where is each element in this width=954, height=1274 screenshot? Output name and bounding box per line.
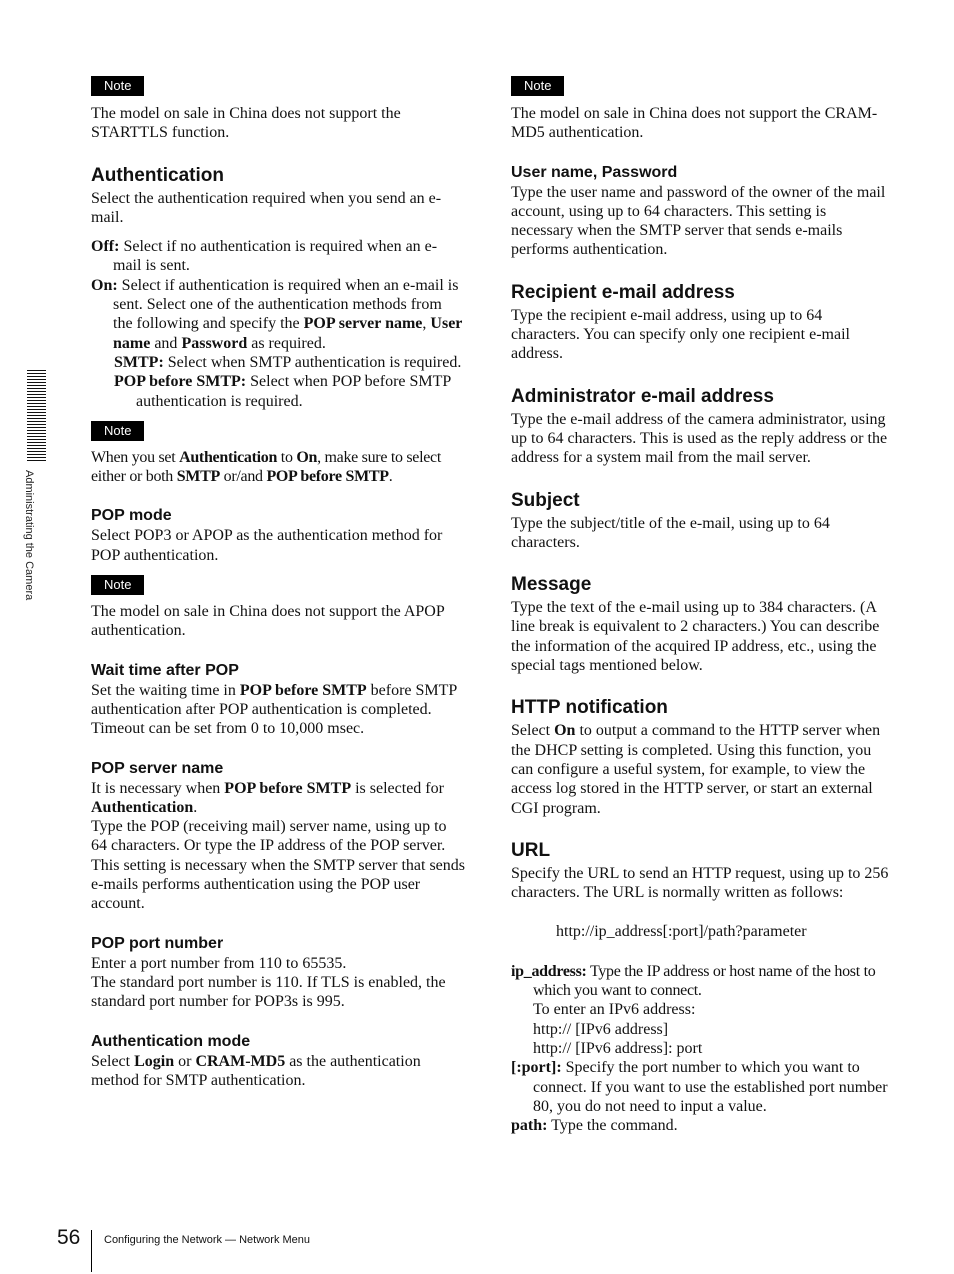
heading-authentication-mode: Authentication mode: [91, 1032, 251, 1050]
paragraph: Type the POP (receiving mail) server name, using up to 64 characters. Or type the IP address of the POP server. This setting is necessary when the SMTP server that sends e-mails performs authentication using the POP user account.: [91, 818, 466, 913]
footer-title: Configuring the Network — Network Menu: [104, 1234, 311, 1246]
definition-off: Off: Select if no authentication is required when an e-mail is sent.: [91, 238, 438, 275]
heading-subject: Subject: [511, 489, 580, 511]
definition-port: [:port]: Specify the port number to which you want to connect. If you want to use the established port number 80, you do not need to input a value.: [511, 1059, 888, 1115]
heading-authentication: Authentication: [91, 164, 224, 186]
paragraph: Type the text of the e-mail using up to 384 characters. (A line break is equivalent to 2 characters.) You can describe the information of the acquired IP address, etc., using the special tags mentioned below.: [511, 599, 880, 675]
url-example: http://ip_address[:port]/path?parameter: [556, 923, 807, 941]
right-column: [511, 76, 889, 1135]
paragraph: Type the user name and password of the owner of the mail account, using up to 64 characters. This setting is necessary when the SMTP server that sends e-mails performs authentication.: [511, 183, 886, 259]
note-text: The model on sale in China does not support the APOP authentication.: [91, 603, 445, 640]
paragraph: Enter a port number from 110 to 65535.: [91, 954, 347, 972]
paragraph: Set the waiting time in POP before SMTP before SMTP authentication after POP authentication is completed. Timeout can be set from 0 to 10,000 msec.: [91, 681, 457, 738]
note-badge: Note: [91, 575, 144, 595]
left-column: [91, 76, 465, 1090]
paragraph: The standard port number is 110. If TLS is enabled, the standard port number for POP3s is 995.: [91, 973, 446, 1011]
heading-url: URL: [511, 839, 551, 861]
heading-pop-mode: POP mode: [91, 507, 172, 525]
heading-wait-time: Wait time after POP: [91, 661, 239, 679]
note-badge: Note: [511, 76, 564, 96]
heading-pop-server-name: POP server name: [91, 759, 224, 777]
heading-administrator-email: Administrator e-mail address: [511, 385, 774, 407]
heading-http-notification: HTTP notification: [511, 697, 668, 719]
section-tab-marker: [27, 370, 46, 462]
heading-user-name-password: User name, Password: [511, 163, 678, 181]
ipv6-example: http:// [IPv6 address]: [533, 1020, 669, 1038]
paragraph: Type the subject/title of the e-mail, using up to 64 characters.: [511, 514, 830, 551]
definition-ip-address: ip_address: Type the IP address or host name of the host to which you want to connect.: [511, 962, 876, 1000]
paragraph: Select POP3 or APOP as the authentication method for POP authentication.: [91, 527, 443, 564]
paragraph: Type the e-mail address of the camera administrator, using up to 64 characters. This is used as the reply address or the address for a system mail from the mail server.: [511, 410, 888, 467]
paragraph: Select On to output a command to the HTTP server when the DHCP setting is completed. Using this function, you can configure a useful system, for example, to view the access log stored in the HTTP server, or start an external CGI program.: [511, 722, 881, 817]
heading-pop-port-number: POP port number: [91, 934, 224, 952]
note-text: When you set Authentication to On, make sure to select either or both SMTP or/and POP before SMTP.: [91, 448, 441, 486]
paragraph: Specify the URL to send an HTTP request, using up to 256 characters. The URL is normally written as follows:: [511, 864, 889, 902]
definition-pop-before-smtp: POP before SMTP: Select when POP before SMTP authentication is required.: [114, 373, 451, 410]
side-tab-label: Administrating the Camera: [23, 470, 35, 601]
paragraph: To enter an IPv6 address:: [533, 1001, 696, 1019]
note-text: The model on sale in China does not support the CRAM-MD5 authentication.: [511, 105, 878, 142]
heading-recipient-email: Recipient e-mail address: [511, 281, 735, 303]
paragraph: Select Login or CRAM-MD5 as the authentication method for SMTP authentication.: [91, 1052, 421, 1089]
heading-message: Message: [511, 574, 592, 596]
definition-on: On: Select if authentication is required when an e-mail is sent. Select one of the authentication methods from the following and specify the POP server name, User name and Password as required.: [91, 276, 463, 352]
paragraph: Select the authentication required when you send an e-mail.: [91, 189, 442, 226]
ipv6-example: http:// [IPv6 address]: port: [533, 1039, 703, 1057]
note-badge: Note: [91, 76, 144, 96]
footer-divider: [91, 1230, 92, 1272]
paragraph: It is necessary when POP before SMTP is selected for Authentication.: [91, 779, 444, 816]
note-badge: Note: [91, 421, 144, 441]
page-number: 56: [57, 1226, 81, 1249]
definition-path: path: Type the command.: [511, 1117, 678, 1135]
paragraph: Type the recipient e-mail address, using up to 64 characters. You can specify only one recipient e-mail address.: [511, 306, 850, 363]
definition-smtp: SMTP: Select when SMTP authentication is required.: [114, 353, 462, 371]
note-text: The model on sale in China does not support the STARTTLS function.: [91, 105, 401, 142]
